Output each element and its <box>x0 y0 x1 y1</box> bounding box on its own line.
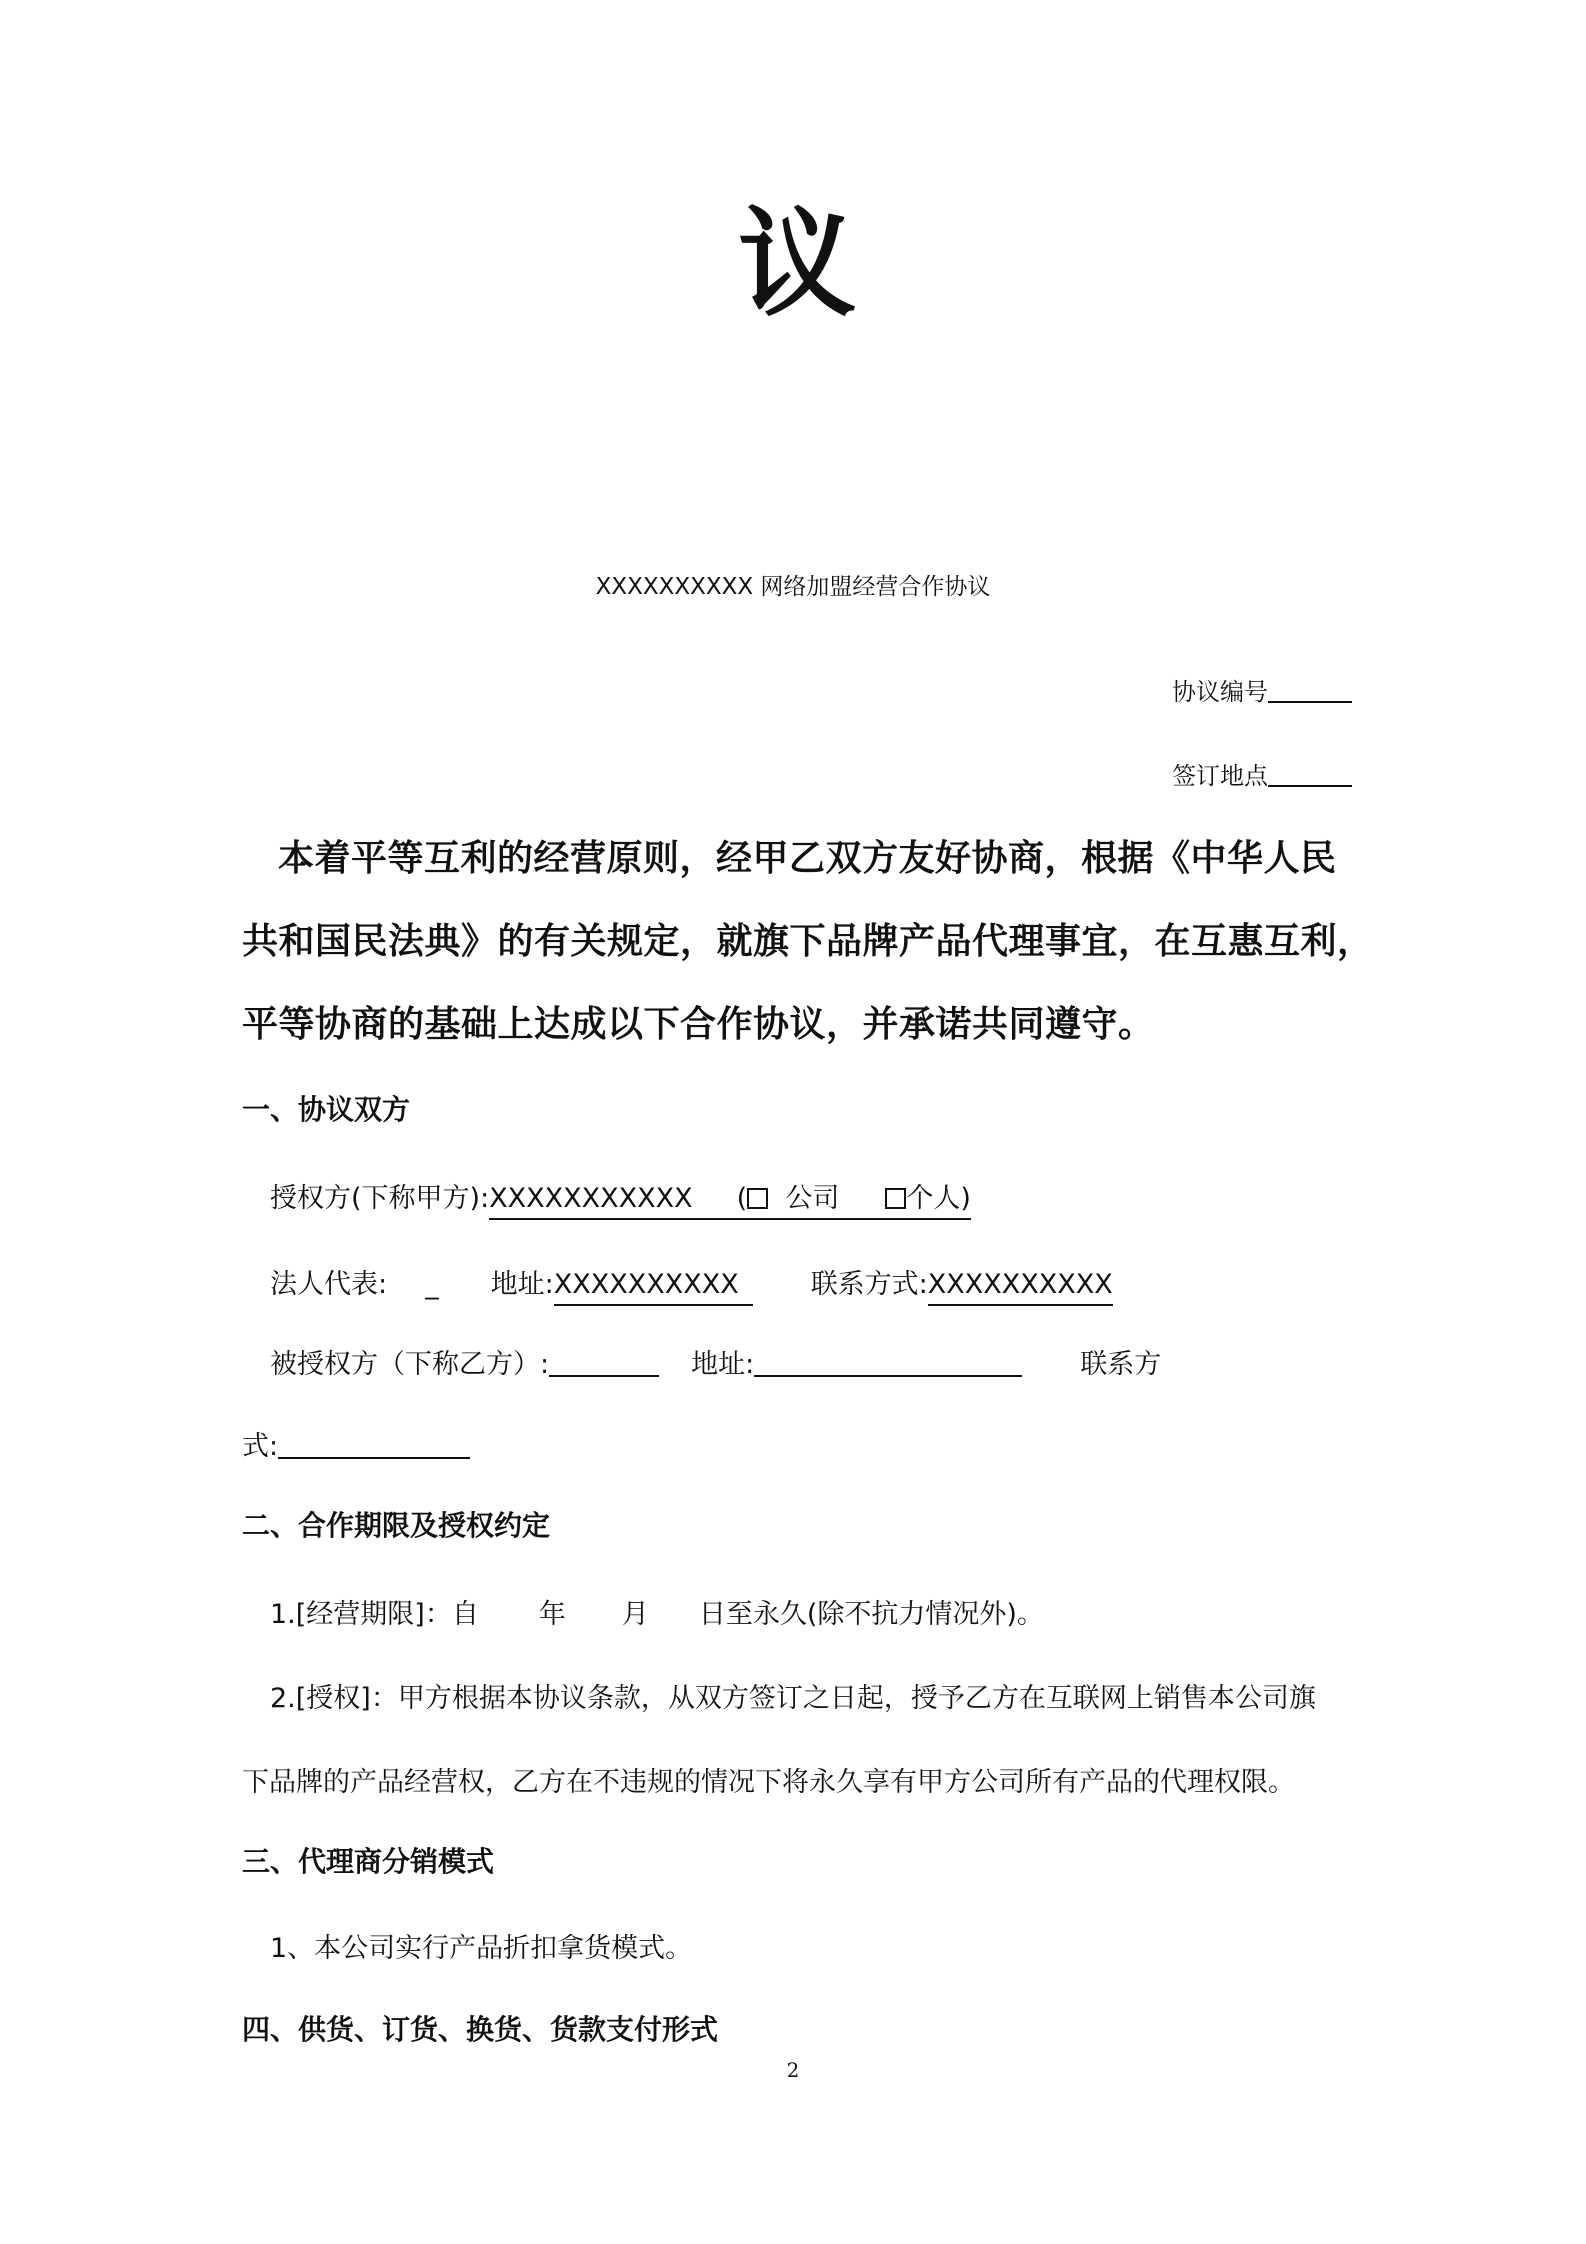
company-option-label: 公司 <box>785 1183 840 1214</box>
header-large-character: 议 <box>738 195 857 333</box>
term-year: 年 <box>538 1599 566 1630</box>
authorization-line-1: 2.[授权]：甲方根据本协议条款，从双方签订之日起，授予乙方在互联网上销售本公司旗 <box>270 1683 1316 1714</box>
agreement-number-blank <box>1268 679 1352 703</box>
address-value: XXXXXXXXXX <box>554 1269 753 1306</box>
term-suffix: 日至永久(除不抗力情况外)。 <box>698 1599 1044 1630</box>
party-b-contact-label-b: 式: <box>242 1431 279 1462</box>
party-a-label: 授权方(下称甲方): <box>270 1183 490 1214</box>
legal-rep-label: 法人代表: <box>270 1269 388 1300</box>
intro-line-3: 平等协商的基础上达成以下合作协议，并承诺共同遵守。 <box>242 1004 1155 1045</box>
contact-label: 联系方式: <box>810 1269 928 1300</box>
company-checkbox <box>747 1188 768 1209</box>
person-checkbox <box>885 1188 906 1209</box>
contact-value: XXXXXXXXXX <box>928 1269 1113 1306</box>
sign-place-label: 签订地点 <box>1172 762 1268 790</box>
party-b-contact-blank <box>278 1433 470 1459</box>
section-1-heading: 一、协议双方 <box>242 1093 411 1126</box>
intro-line-2: 共和国民法典》的有关规定，就旗下品牌产品代理事宜，在互惠互利， <box>242 921 1374 962</box>
page-number: 2 <box>786 2058 800 2082</box>
person-option-label: 个人) <box>906 1183 971 1214</box>
party-b-line <box>270 1342 1161 1381</box>
distribution-item-1: 1、本公司实行产品折扣拿货模式。 <box>270 1933 693 1964</box>
agreement-number-label: 协议编号 <box>1172 678 1268 706</box>
sign-place-blank <box>1268 763 1352 787</box>
legal-rep-value: _ <box>425 1269 439 1300</box>
party-b-address-label: 地址: <box>691 1349 755 1380</box>
agreement-number-line <box>1172 672 1352 707</box>
party-b-blank <box>549 1351 659 1377</box>
party-b-contact-line <box>242 1424 470 1463</box>
section-3-heading: 三、代理商分销模式 <box>242 1845 495 1878</box>
party-a-line <box>270 1176 971 1215</box>
term-line <box>270 1592 1044 1631</box>
section-4-heading: 四、供货、订货、换货、货款支付形式 <box>242 2013 719 2046</box>
section-2-heading: 二、合作期限及授权约定 <box>242 1509 551 1542</box>
intro-line-1: 本着平等互利的经营原则，经甲乙双方友好协商，根据《中华人民 <box>278 838 1337 879</box>
party-type-open: ( <box>736 1183 748 1214</box>
party-a-value: XXXXXXXXXXX <box>489 1183 693 1214</box>
address-label: 地址: <box>490 1269 554 1300</box>
party-b-address-blank <box>754 1351 1022 1377</box>
legal-rep-line <box>270 1262 1113 1301</box>
party-b-label: 被授权方（下称乙方）: <box>270 1349 550 1380</box>
term-month: 月 <box>621 1599 649 1630</box>
authorization-line-2: 下品牌的产品经营权，乙方在不违规的情况下将永久享有甲方公司所有产品的代理权限。 <box>242 1767 1295 1798</box>
term-prefix: 1.[经营期限]：自 <box>270 1599 479 1630</box>
document-title: XXXXXXXXXX 网络加盟经营合作协议 <box>595 574 991 600</box>
sign-place-line <box>1172 756 1352 791</box>
party-b-contact-label-a: 联系方 <box>1080 1349 1162 1380</box>
party-a-field <box>489 1183 971 1220</box>
